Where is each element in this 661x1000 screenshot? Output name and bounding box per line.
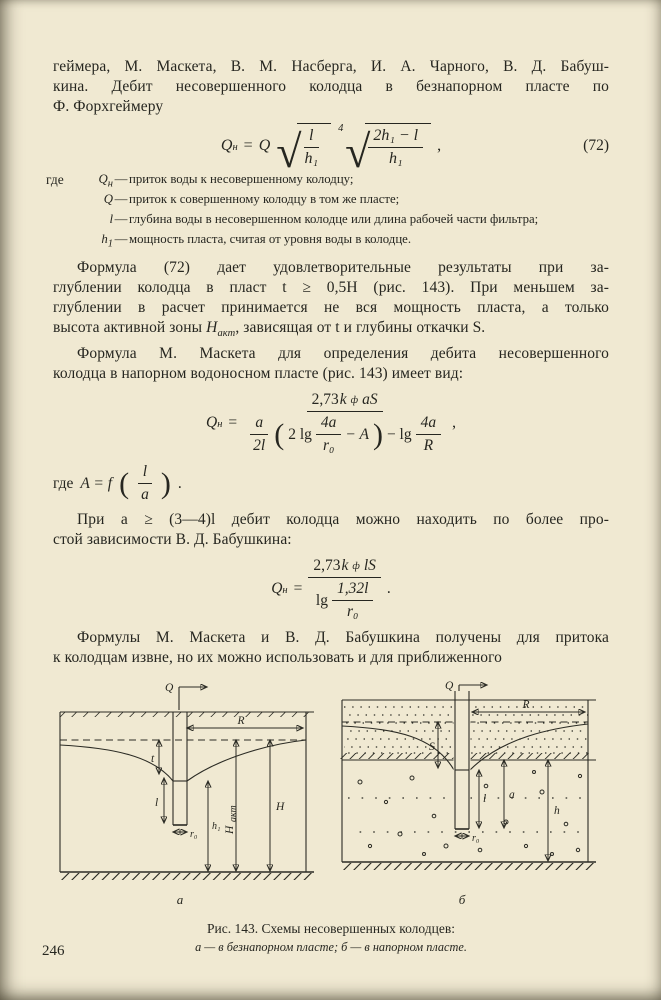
figure-143 [53, 674, 609, 955]
close-paren: ) [372, 417, 383, 451]
paragraph-1 [53, 57, 609, 117]
page-number: 246 [42, 943, 65, 959]
impermeable-base [342, 862, 599, 867]
radicand [365, 123, 431, 168]
definition-row [87, 232, 609, 252]
boundary-lines [60, 712, 306, 872]
fraction: $\frac{l}{a}$ [136, 463, 154, 504]
definition-term: l [109, 212, 113, 227]
fraction: $\frac{4a}{\text{r₀}}$ [316, 414, 342, 455]
root-index: 4 [338, 123, 344, 134]
where-label: где [53, 474, 74, 492]
open-paren: ( [274, 417, 285, 451]
formula-72 [220, 123, 442, 177]
equals-sign: = [293, 580, 303, 598]
label-r0: r₀ [190, 829, 198, 841]
definition-text: приток к совершенному колодцу в том же пласте; [129, 192, 400, 207]
q-discharge-arrow [445, 680, 487, 692]
definition-row [87, 172, 609, 192]
dimension-l [479, 770, 486, 828]
fraction-numerator: 2,73 k ф aS [307, 391, 383, 412]
text-line: стой зависимости В. Д. Бабушкина: [53, 531, 292, 549]
subfigure-a-label: а [176, 892, 184, 908]
dimension-l [155, 778, 164, 823]
open-paren: ( [119, 466, 130, 500]
log-operator: lg [315, 591, 328, 609]
paragraph-4 [53, 510, 609, 550]
definition-term: $h_1$ [101, 232, 113, 250]
radicand [297, 123, 332, 168]
impermeable-base [60, 872, 317, 877]
figure-caption-subtitle: а — в безнапорном пласте; б — в напорном пласте. [195, 940, 467, 955]
fraction: $\frac{a}{2l}$ [248, 414, 270, 455]
dash: — [114, 172, 128, 186]
where-label: где [46, 172, 64, 187]
radical-sign: √ [345, 126, 371, 177]
definition-row [87, 212, 609, 232]
dimension-S [429, 722, 438, 768]
definition-text: глубина воды в несовершенном колодце или длина рабочей части фильтра; [129, 212, 539, 227]
label-H-active-sub: акт [228, 805, 239, 823]
formula-72-row [53, 123, 609, 177]
formula-lhs: Q н [271, 580, 288, 598]
label-Q: Q [165, 682, 174, 695]
dimension-R [472, 699, 585, 712]
babushkin-formula [53, 557, 609, 621]
label-l: l [155, 797, 159, 810]
fraction-denominator [311, 578, 379, 621]
label-l: l [483, 793, 487, 806]
period: . [386, 580, 391, 598]
comma: , [437, 136, 442, 154]
equals-sign: = [243, 136, 253, 154]
main-fraction [243, 391, 446, 455]
dimension-R [187, 715, 303, 728]
fraction-numerator: 2,73 k ф lS [308, 557, 381, 578]
log-operator: 2 lg [288, 425, 312, 443]
label-a: a [509, 789, 515, 802]
variable-definitions [46, 172, 609, 252]
well [173, 712, 187, 825]
text-line: Ф. Форхгеймеру [53, 98, 164, 115]
where-a-definition: где A = f ( $\frac{l}{a}$ ) . [53, 463, 182, 504]
drawdown-curve [60, 740, 306, 781]
equals-sign: = [228, 414, 238, 432]
radical-sign: √ [276, 126, 302, 177]
definition-term: Q [103, 192, 113, 207]
text-line: глублении колодца в пласт t ≥ 0,5Н (рис. 143). При меньшем за- [53, 279, 609, 297]
close-paren: ) [160, 466, 171, 500]
dimension-a [504, 760, 515, 828]
text-line: кина. Дебит несовершенного колодца в безнапорном пласте по [53, 78, 609, 95]
dash: — [114, 192, 128, 207]
text-line: Формула М. Маскета для определения дебита несовершенного [77, 345, 609, 363]
main-fraction [308, 557, 381, 621]
label-h: h [554, 805, 560, 818]
formula-lhs [221, 137, 238, 155]
well-interior [454, 701, 471, 829]
definition-row [87, 192, 609, 212]
fourth-root [337, 123, 431, 177]
dimension-h [548, 760, 560, 861]
variable: Q [220, 136, 233, 154]
square-root [276, 123, 331, 177]
fraction: $\frac{\text{2h₁ − l}}{\text{h₁}}$ [368, 127, 423, 168]
fraction: $\frac{l}{\text{h₁}}$ [304, 127, 319, 167]
label-S: S [429, 741, 435, 754]
label-H-active-main: Н [224, 825, 236, 835]
figure-a-diagram-unconfined [56, 674, 324, 912]
subfigure-b-label: б [458, 892, 466, 908]
dash: — [114, 232, 128, 247]
comma: , [452, 414, 456, 432]
fraction-denominator: $\frac{a}{2l}$ ( 2 lg $\frac{4a}{\text{r₀}}$ − A ) − lg $\frac{4a}{R}$ [243, 412, 446, 455]
definition-text: мощность пласта, считая от уровня воды в колодце. [129, 232, 412, 247]
label-H: Н [276, 801, 285, 814]
dimension-r0 [455, 833, 480, 844]
fraction: $\frac{4a}{R}$ [416, 414, 442, 455]
text-line: к колодцам извне, но их можно использовать и для приближенного [53, 649, 503, 667]
text-line: Формула (72) дает удовлетворительные результаты при за- [77, 259, 609, 277]
variable-subscript: н [232, 141, 238, 153]
text-line: высота активной зоны $Н_{акт}$, зависящая от t и глубины откачки S. [53, 319, 486, 340]
label-R: R [237, 715, 245, 728]
q-discharge-arrow [165, 682, 207, 710]
label-r0: r₀ [472, 833, 480, 845]
text-line: колодца в напорном водоносном пласте (рис. 143) имеет вид: [53, 365, 464, 383]
text-line: Формулы М. Маскета и В. Д. Бабушкина получены для притока [77, 629, 609, 647]
definition-text: приток воды к несовершенному колодцу; [129, 172, 354, 186]
fraction: $\frac{1,32l}{\text{r₀}}$ [332, 580, 373, 621]
label-t: t [151, 753, 155, 766]
paragraph-2 [53, 258, 609, 344]
label-Q: Q [445, 680, 454, 693]
dimension-r0 [173, 829, 198, 840]
figure-b-diagram-confined [338, 674, 606, 912]
label-R: R [522, 699, 530, 712]
text-line: При a ≥ (3—4)l дебит колодца можно находить по более про- [77, 511, 609, 529]
dimension-h1 [208, 781, 220, 871]
definition-term: $Q_н$ [98, 172, 113, 190]
text-line: геймера, М. Маскета, В. М. Насберга, И. А. Чарного, В. Д. Бабуш- [53, 58, 609, 75]
period: . [177, 474, 182, 492]
log-operator: − lg [386, 425, 412, 443]
figure-caption-title: Рис. 143. Схемы несовершенных колодцев: [207, 921, 455, 937]
formula-lhs: Q н [205, 414, 223, 432]
text-line: глублении в расчет принимается не вся мощность пласта, а только [53, 299, 609, 317]
dimension-t [151, 740, 159, 774]
paragraph-5 [53, 628, 609, 668]
equation-number: (72) [583, 136, 609, 154]
variable: Q [258, 136, 271, 154]
dash: — [114, 212, 128, 227]
figure-diagrams [53, 674, 609, 912]
dimension-H [270, 740, 285, 871]
paragraph-3 [53, 344, 609, 384]
label-h1: h₁ [212, 821, 221, 833]
muskat-formula [53, 391, 609, 455]
